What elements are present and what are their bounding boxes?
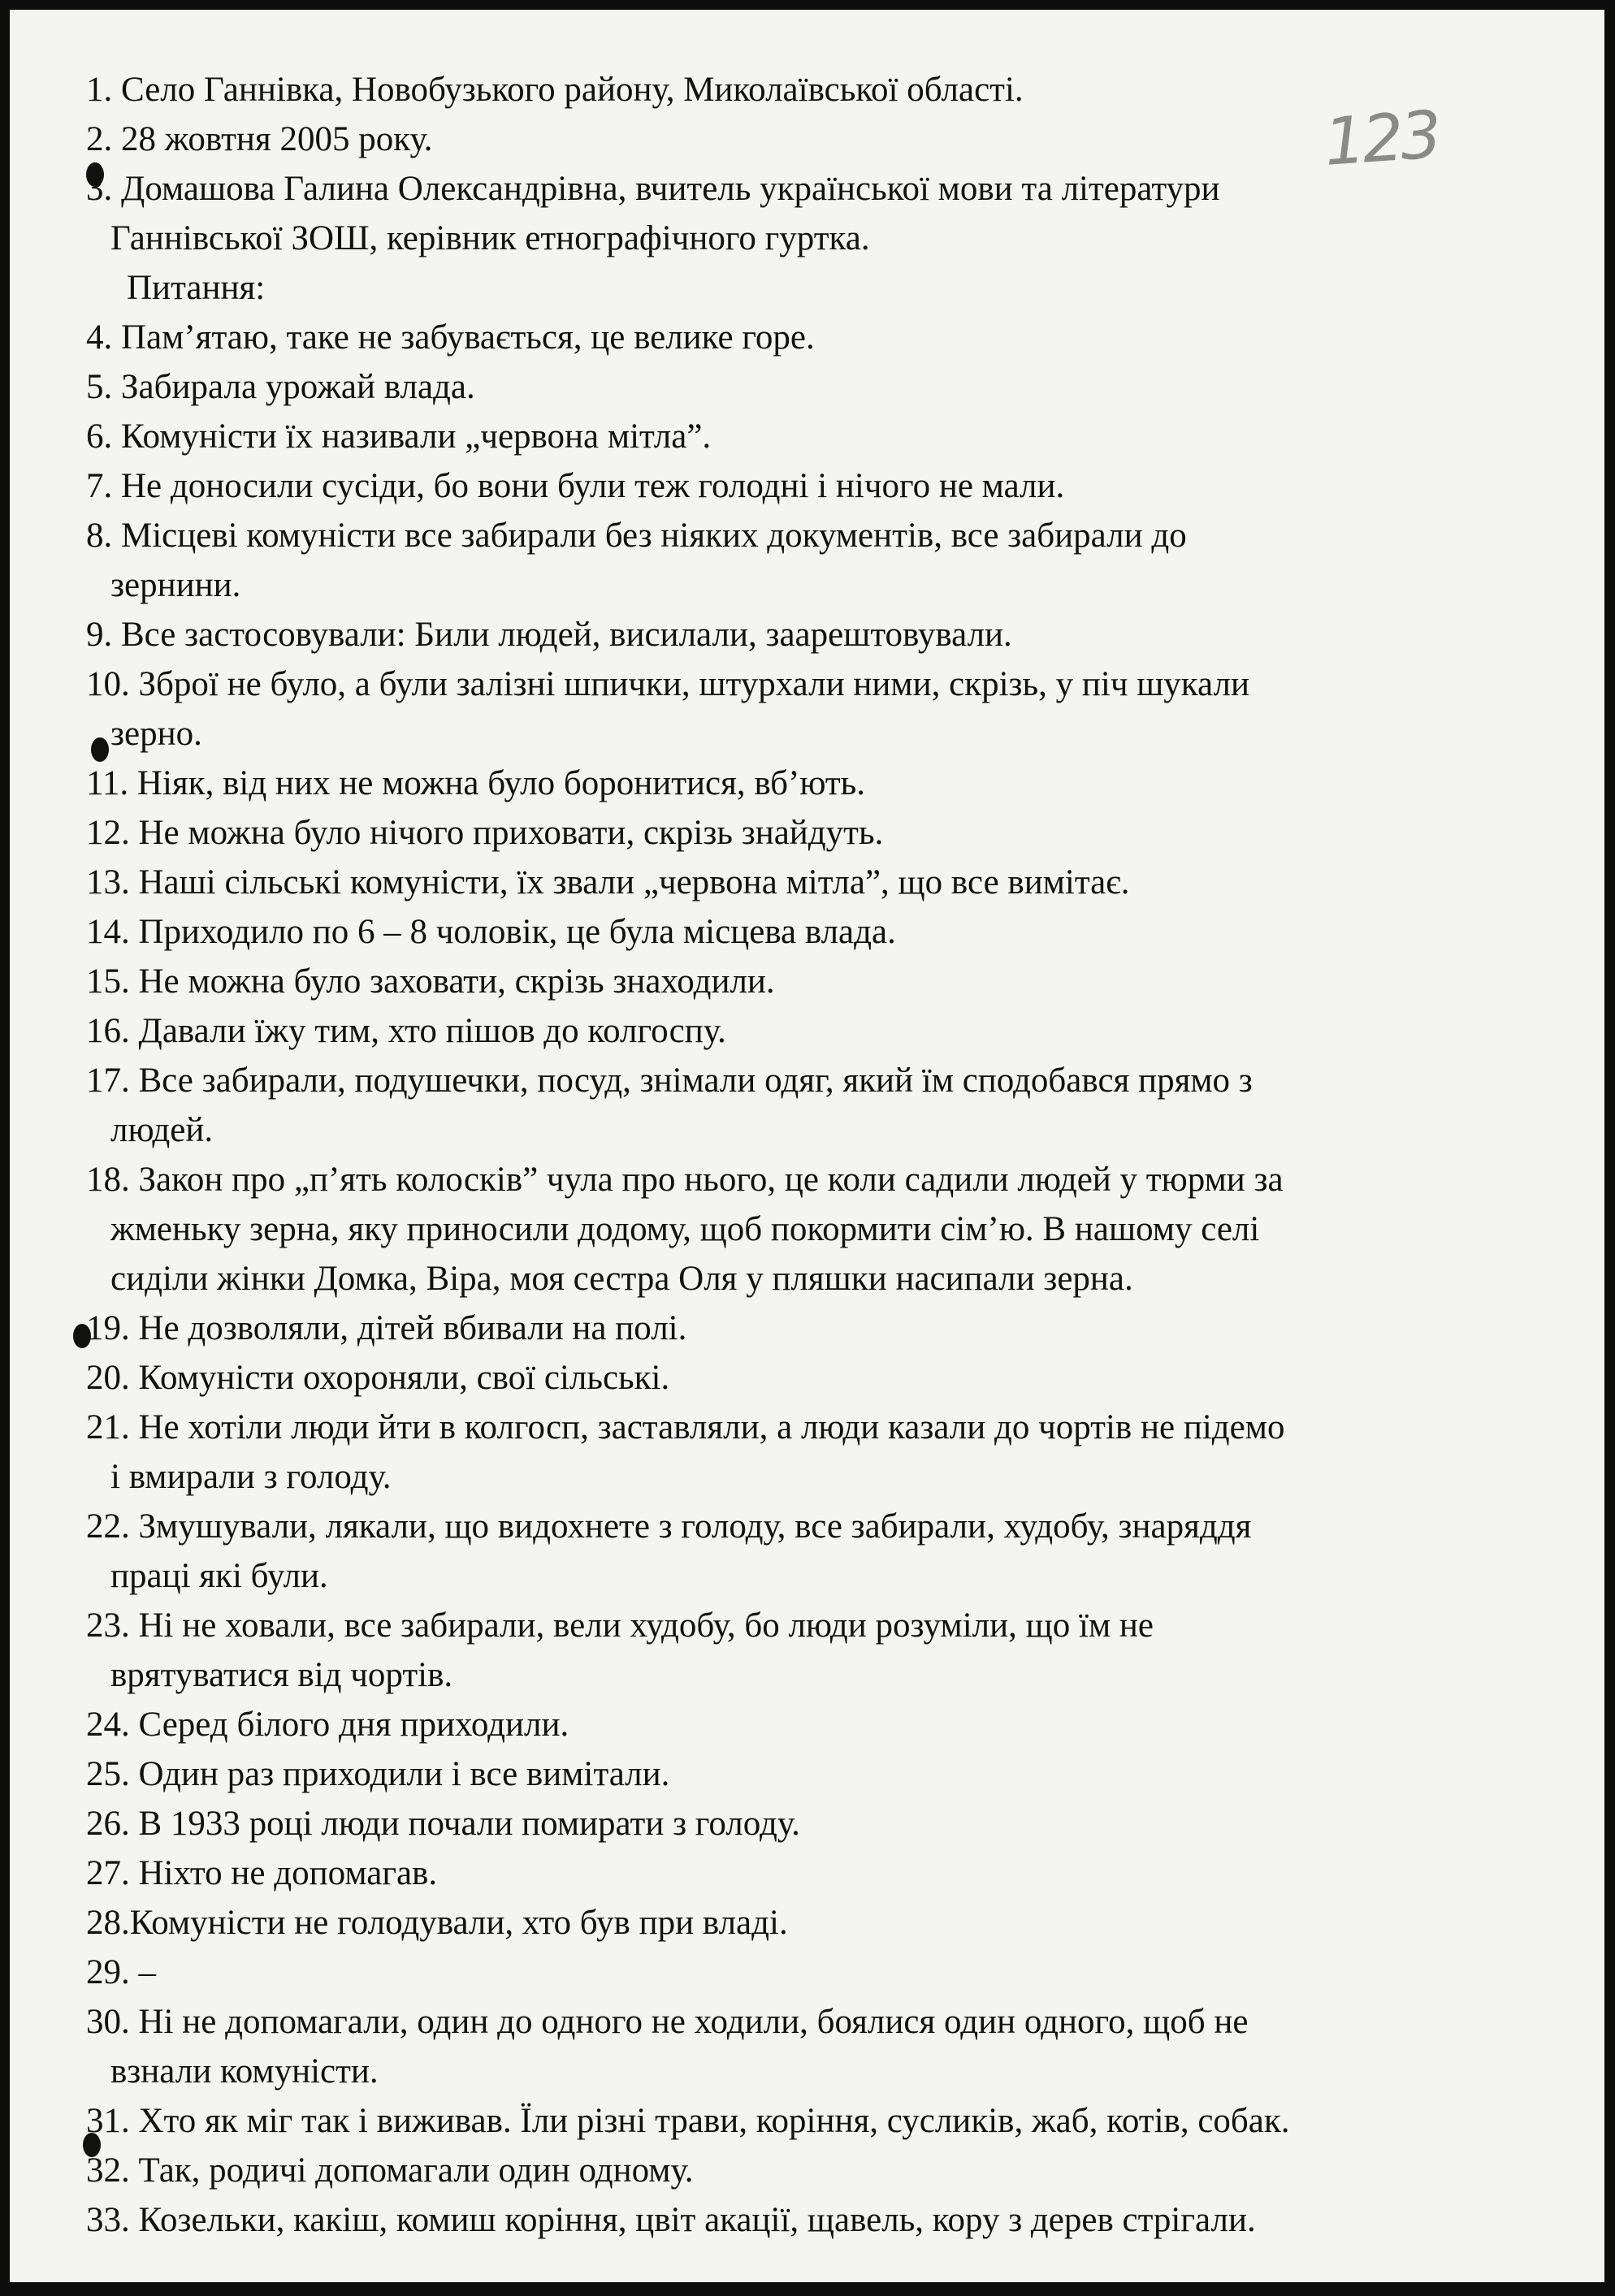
document-body bbox=[86, 65, 1589, 2245]
answer-line: 8. Місцеві комуністи все забирали без ніяких документів, все забирали до bbox=[86, 517, 1187, 555]
answer-line: 33. Козельки, какіш, комиш коріння, цвіт акації, щавель, кору з дерев стрігали. bbox=[86, 2201, 1256, 2239]
answer-line: 19. Не дозволяли, дітей вбивали на полі. bbox=[86, 1309, 687, 1347]
answer-line: 5. Забирала урожай влада. bbox=[86, 368, 475, 406]
answer-line: 7. Не доносили сусіди, бо вони були теж голодні і нічого не мали. bbox=[86, 467, 1065, 505]
answer-line: 13. Наші сільські комуністи, їх звали „червона мітла”, що все вимітає. bbox=[86, 863, 1130, 902]
answer-line: 18. Закон про „п’ять колосків” чула про нього, це коли садили людей у тюрми за bbox=[86, 1161, 1284, 1199]
answer-line: 17. Все забирали, подушечки, посуд, знімали одяг, який їм сподобався прямо з bbox=[86, 1062, 1253, 1100]
answer-continuation-line: взнали комуністи. bbox=[110, 2052, 379, 2091]
answer-line: 14. Приходило по 6 – 8 чоловік, це була місцева влада. bbox=[86, 913, 896, 951]
answer-line: 27. Ніхто не допомагав. bbox=[86, 1854, 438, 1892]
answer-line: 1. Село Ганнівка, Новобузького району, Миколаївської області. bbox=[86, 71, 1024, 109]
answer-line: 32. Так, родичі допомагали один одному. bbox=[86, 2151, 694, 2190]
answer-line: 6. Комуністи їх називали „червона мітла”. bbox=[86, 417, 712, 456]
answer-continuation-line: і вмирали з голоду. bbox=[110, 1458, 392, 1496]
handwritten-page-number: 123 bbox=[1321, 97, 1441, 180]
answer-line: 22. Змушували, лякали, що видохнете з голоду, все забирали, худобу, знаряддя bbox=[86, 1507, 1252, 1546]
answer-continuation-line: врятуватися від чортів. bbox=[110, 1656, 453, 1694]
answer-line: 29. – bbox=[86, 1953, 156, 1991]
answer-line: 15. Не можна було заховати, скрізь знаходили. bbox=[86, 962, 775, 1001]
scanned-page bbox=[10, 10, 1604, 2282]
answer-line: 28.Комуністи не голодували, хто був при владі. bbox=[86, 1904, 788, 1942]
answer-continuation-line: жменьку зерна, яку приносили додому, щоб покормити сім’ю. В нашому селі bbox=[110, 1210, 1260, 1248]
answer-line: 11. Ніяк, від них не можна було боронитися, вб’ють. bbox=[86, 764, 866, 802]
answer-continuation-line: людей. bbox=[110, 1111, 214, 1149]
answer-line: 25. Один раз приходили і все вимітали. bbox=[86, 1755, 670, 1793]
answer-continuation-line: зернини. bbox=[110, 566, 241, 604]
answer-line: 30. Ні не допомагали, один до одного не ходили, боялися один одного, щоб не bbox=[86, 2003, 1249, 2041]
answer-line: 16. Давали їжу тим, хто пішов до колгоспу. bbox=[86, 1012, 726, 1050]
answer-continuation-line: Ганнівської ЗОШ, керівник етнографічного гуртка. bbox=[110, 219, 870, 257]
answer-line: 2. 28 жовтня 2005 року. bbox=[86, 120, 433, 158]
answer-line: 23. Ні не ховали, все забирали, вели худобу, бо люди розуміли, що їм не bbox=[86, 1606, 1154, 1645]
answer-continuation-line: зерно. bbox=[110, 715, 202, 753]
answer-continuation-line: сиділи жінки Домка, Віра, моя сестра Оля у пляшки насипали зерна. bbox=[110, 1260, 1133, 1298]
section-heading: Питання: bbox=[127, 269, 266, 307]
answer-line: 20. Комуністи охороняли, свої сільські. bbox=[86, 1359, 670, 1397]
answer-line: 12. Не можна було нічого приховати, скрізь знайдуть. bbox=[86, 814, 884, 852]
answer-line: 3. Домашова Галина Олександрівна, вчитель української мови та літератури bbox=[86, 170, 1220, 208]
answer-line: 10. Зброї не було, а були залізні шпички, штурхали ними, скрізь, у піч шукали bbox=[86, 665, 1249, 703]
answer-line: 21. Не хотіли люди йти в колгосп, заставляли, а люди казали до чортів не підемо bbox=[86, 1408, 1285, 1446]
answer-line: 31. Хто як міг так і виживав. Їли різні трави, коріння, сусликів, жаб, котів, собак. bbox=[86, 2102, 1290, 2140]
answer-line: 26. В 1933 році люди почали помирати з голоду. bbox=[86, 1805, 800, 1843]
answer-line: 24. Серед білого дня приходили. bbox=[86, 1706, 569, 1744]
answer-continuation-line: праці які були. bbox=[110, 1557, 328, 1595]
answer-line: 9. Все застосовували: Били людей, висилали, заарештовували. bbox=[86, 616, 1012, 654]
answer-line: 4. Пам’ятаю, таке не забувається, це велике горе. bbox=[86, 318, 815, 357]
